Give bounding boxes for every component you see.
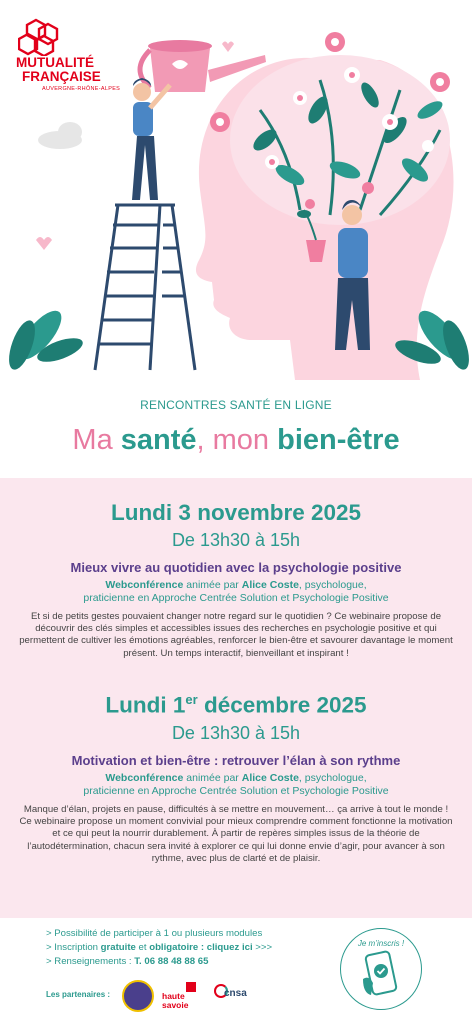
phone-number[interactable]: T. 06 88 48 88 65 xyxy=(134,956,209,967)
heart-icon xyxy=(36,237,52,250)
speaker-role-detail: praticienne en Approche Centrée Solution et Psychologie Positive xyxy=(83,785,389,797)
event-format: Webconférence xyxy=(105,772,184,784)
event-date xyxy=(0,692,472,719)
info-modules: > Possibilité de participer à 1 ou plusieurs modules xyxy=(46,928,263,939)
info-registration xyxy=(46,942,272,953)
event-time: De 13h30 à 15h xyxy=(171,530,301,550)
partner-logo-cnsa xyxy=(214,984,254,1010)
register-link[interactable]: obligatoire : cliquez ici xyxy=(149,942,253,953)
speaker-role: , psychologue, xyxy=(298,579,367,591)
reg-free: gratuite xyxy=(100,942,136,953)
title-part: santé xyxy=(120,424,197,456)
info-contact xyxy=(46,956,208,967)
series-label: RENCONTRES SANTÉ EN LIGNE xyxy=(140,398,332,412)
footer xyxy=(0,918,472,1024)
event-speaker xyxy=(20,772,452,798)
event-format: Webconférence xyxy=(105,579,184,591)
logo-line2: FRANÇAISE xyxy=(22,69,101,84)
title-part: Ma xyxy=(72,424,121,456)
haute-savoie-line2: savoie xyxy=(162,1000,189,1010)
page-title xyxy=(0,424,472,457)
date-prefix: Lundi 1 xyxy=(105,692,186,718)
hero-illustration xyxy=(0,0,472,380)
logo-region: AUVERGNE-RHÔNE-ALPES xyxy=(42,86,121,92)
event-hosted-by: animée par xyxy=(183,579,242,591)
woman-figure xyxy=(132,78,170,200)
partner-logo-haute-savoie xyxy=(162,982,206,1012)
event-speaker xyxy=(20,579,452,605)
haute-savoie-line1: haute xyxy=(162,991,185,1001)
event-description: Manque d’élan, projets en pause, difficultés à se mettre en mouvement… ça arrive à tout le monde ! Ce webinaire propose un moment convivial pour mieux comprendre comment fonctionne la motivation et ce qui peut la nourrir durablement. À partir de repères simples issus de la théorie de l’autodétermination, chacun sera invité à explorer ce qui lui donne envie d’agir, pour avancer à son rythme, avec plus de clarté et de plaisir. xyxy=(19,804,453,864)
event-hosted-by: animée par xyxy=(183,772,242,784)
cnsa-text: cnsa xyxy=(224,988,247,999)
event-description: Et si de petits gestes pouvaient changer notre regard sur le quotidien ? Ce webinaire propose de découvrir des clés simples et accessibles issues des recherches en psychologie positive et qui permettent de cultiver les émotions agréables, renforcer le bien-être et savourer davantage le moment présent. Un temps interactif, bienveillant et inspirant ! xyxy=(19,611,453,659)
date-suffix: décembre 2025 xyxy=(197,692,367,718)
event-time: De 13h30 à 15h xyxy=(171,723,301,743)
heart-icon xyxy=(222,42,234,53)
logo-mark xyxy=(18,18,78,56)
reg-and: et xyxy=(135,942,150,953)
logo-line1: MUTUALITÉ xyxy=(16,55,94,70)
title-part: , mon xyxy=(196,424,278,456)
reg-prefix: > Inscription xyxy=(46,942,101,953)
event-date: Lundi 3 novembre 2025 xyxy=(110,500,362,525)
speaker-role: , psychologue, xyxy=(298,772,367,784)
event-topic: Motivation et bien-être : retrouver l’élan à son rythme xyxy=(71,753,401,768)
logo-brand xyxy=(16,56,126,84)
partner-logo-seal xyxy=(122,980,154,1012)
title-part: bien-être xyxy=(277,424,400,456)
left-bush xyxy=(4,304,86,373)
cloud xyxy=(38,122,82,149)
speaker-name: Alice Coste xyxy=(241,579,299,591)
haute-savoie-text xyxy=(162,992,188,1010)
ladder xyxy=(95,205,195,370)
haute-savoie-cross xyxy=(186,982,196,992)
date-ordinal: er xyxy=(185,692,198,707)
reg-arrows: >>> xyxy=(252,942,273,953)
contact-label: > Renseignements : xyxy=(46,956,135,967)
events-panel xyxy=(0,478,472,918)
partners-label: Les partenaires : xyxy=(46,990,111,999)
register-badge[interactable] xyxy=(340,928,422,1010)
register-badge-text: Je m’inscris ! xyxy=(357,939,405,948)
speaker-name: Alice Coste xyxy=(241,772,299,784)
phone-check-icon xyxy=(341,929,421,1009)
event-topic: Mieux vivre au quotidien avec la psychologie positive xyxy=(70,560,402,575)
speaker-role-detail: praticienne en Approche Centrée Solution et Psychologie Positive xyxy=(83,592,389,604)
